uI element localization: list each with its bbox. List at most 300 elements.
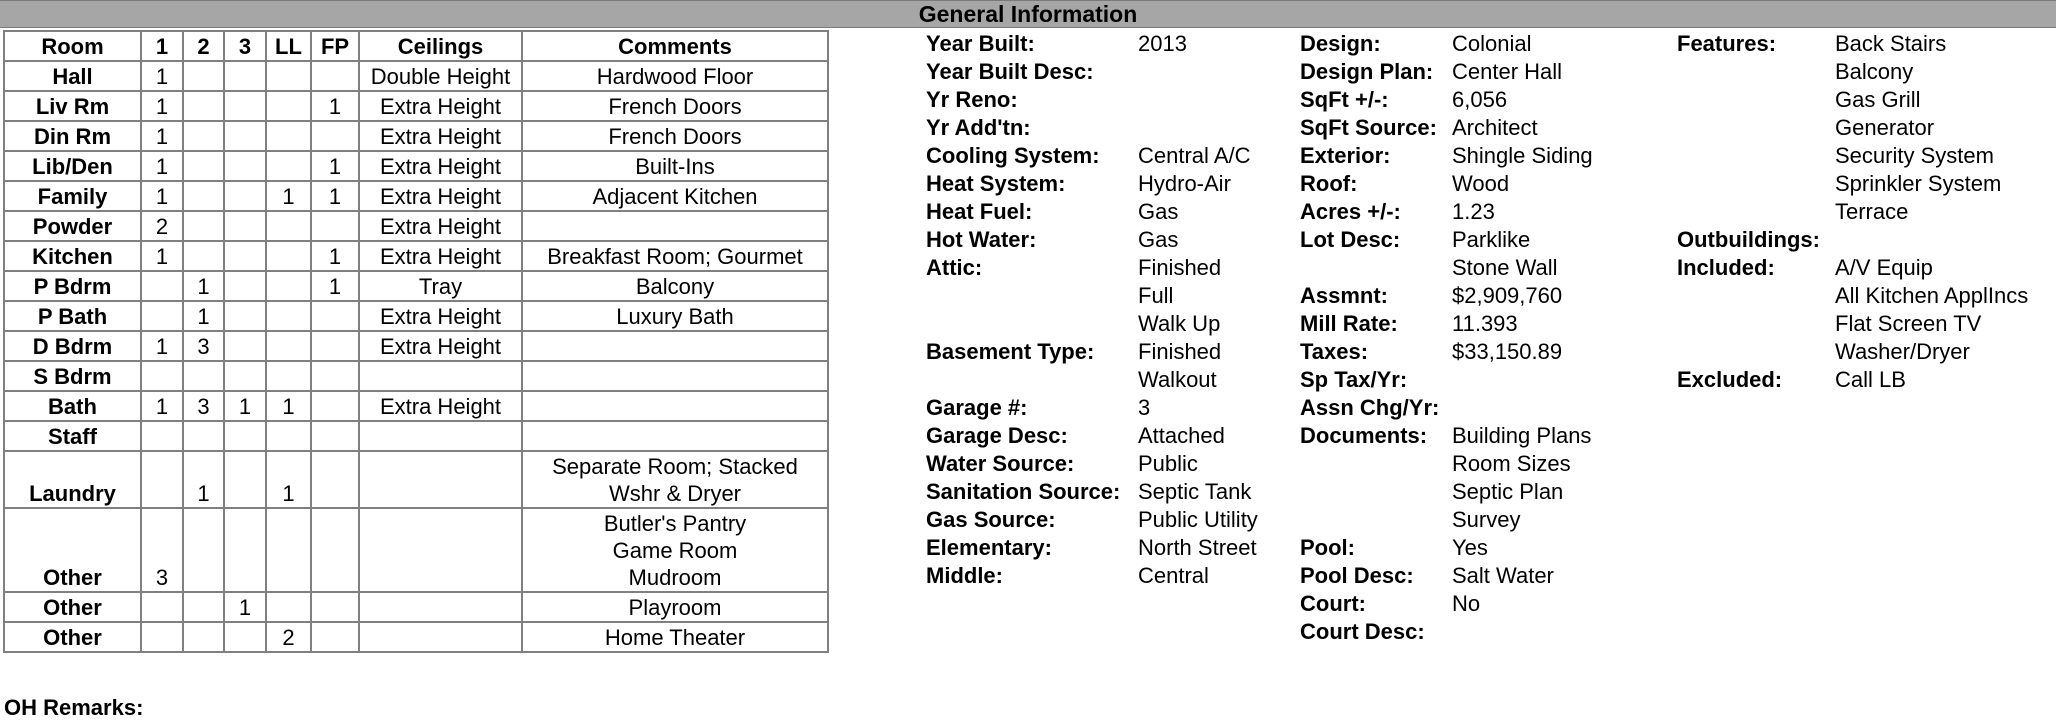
lower-level-cell: 1 <box>266 181 311 211</box>
comments-cell <box>522 271 828 301</box>
comment-line: Built-Ins <box>635 154 715 179</box>
info-field <box>1677 254 2028 366</box>
field-value <box>1452 170 1509 198</box>
field-label: Hot Water: <box>926 227 1037 252</box>
room-cell: Other <box>4 508 141 592</box>
comments-cell <box>522 451 828 508</box>
info-field <box>926 30 1258 58</box>
table-row <box>4 421 828 451</box>
field-label: Court Desc: <box>1300 619 1425 644</box>
room-cell: Liv Rm <box>4 91 141 121</box>
comments-cell <box>522 61 828 91</box>
table-row <box>4 181 828 211</box>
field-value <box>1452 30 1532 58</box>
fireplace-cell <box>311 391 359 421</box>
info-field <box>1300 562 1593 590</box>
level-2-cell <box>183 241 224 271</box>
field-value-line: North Street <box>1138 535 1257 560</box>
ceilings-cell <box>359 421 522 451</box>
fireplace-cell <box>311 361 359 391</box>
field-value <box>1138 30 1187 58</box>
room-cell: Other <box>4 622 141 652</box>
level-3-cell <box>224 331 266 361</box>
info-field <box>1300 422 1593 534</box>
room-cell: Hall <box>4 61 141 91</box>
level-3-cell <box>224 151 266 181</box>
field-value-line: Gas Grill <box>1835 87 1921 112</box>
field-value-line: Public <box>1138 451 1198 476</box>
field-value-line: Balcony <box>1835 59 1914 84</box>
info-field <box>926 114 1258 142</box>
info-field <box>926 58 1258 86</box>
lower-level-cell <box>266 508 311 592</box>
level-2-cell <box>183 181 224 211</box>
room-cell: Lib/Den <box>4 151 141 181</box>
field-value-line: Colonial <box>1452 31 1532 56</box>
field-label: Middle: <box>926 563 1003 588</box>
field-label: Lot Desc: <box>1300 227 1401 252</box>
field-value-line: All Kitchen ApplIncs <box>1835 283 2029 308</box>
info-field <box>1300 86 1593 114</box>
level-2-cell <box>183 61 224 91</box>
level-3-cell <box>224 211 266 241</box>
fireplace-cell: 1 <box>311 181 359 211</box>
field-value <box>1138 478 1251 506</box>
info-field <box>926 394 1258 422</box>
lower-level-cell <box>266 361 311 391</box>
header-level-2: 2 <box>183 31 224 61</box>
table-row <box>4 151 828 181</box>
info-field <box>926 450 1258 478</box>
field-value <box>1138 226 1178 254</box>
field-label: Attic: <box>926 255 983 280</box>
table-row <box>4 271 828 301</box>
room-cell: Laundry <box>4 451 141 508</box>
field-value <box>1138 338 1221 394</box>
field-value <box>1452 338 1562 366</box>
level-2-cell <box>183 421 224 451</box>
field-value-line: 1.23 <box>1452 199 1495 224</box>
field-value-line: $33,150.89 <box>1452 339 1563 364</box>
table-row <box>4 508 828 592</box>
field-value <box>1452 198 1495 226</box>
level-3-cell <box>224 91 266 121</box>
info-field <box>1300 366 1593 394</box>
fireplace-cell <box>311 121 359 151</box>
info-field <box>1300 114 1593 142</box>
table-row <box>4 622 828 652</box>
comment-line: Mudroom <box>628 565 722 590</box>
info-field <box>926 562 1258 590</box>
field-value <box>1835 366 1906 394</box>
field-label: Taxes: <box>1300 339 1369 364</box>
ceilings-cell <box>359 451 522 508</box>
ceilings-cell: Extra Height <box>359 301 522 331</box>
lower-level-cell <box>266 331 311 361</box>
comments-cell <box>522 241 828 271</box>
level-1-cell <box>141 361 183 391</box>
info-field <box>926 170 1258 198</box>
ceilings-cell: Extra Height <box>359 151 522 181</box>
ceilings-cell: Extra Height <box>359 211 522 241</box>
section-header <box>0 0 2056 28</box>
field-label: Garage Desc: <box>926 423 1068 448</box>
level-2-cell <box>183 508 224 592</box>
ceilings-cell <box>359 592 522 622</box>
ceilings-cell: Extra Height <box>359 391 522 421</box>
field-value-line: Room Sizes <box>1452 451 1571 476</box>
fireplace-cell: 1 <box>311 271 359 301</box>
field-value-line: Septic Tank <box>1138 479 1252 504</box>
level-2-cell <box>183 91 224 121</box>
info-field <box>1300 170 1593 198</box>
field-value <box>1835 254 2028 366</box>
header-comments: Comments <box>522 31 828 61</box>
level-2-cell <box>183 592 224 622</box>
field-value-line: Walkout <box>1138 367 1217 392</box>
level-3-cell: 1 <box>224 592 266 622</box>
field-value-line: Full <box>1138 283 1174 308</box>
level-2-cell: 1 <box>183 451 224 508</box>
table-header-row <box>4 31 828 61</box>
section-title: General Information <box>918 1 1138 27</box>
field-label: Assmnt: <box>1300 283 1389 308</box>
info-field <box>1300 618 1593 646</box>
level-3-cell <box>224 301 266 331</box>
fireplace-cell: 1 <box>311 151 359 181</box>
field-label: Gas Source: <box>926 507 1056 532</box>
level-2-cell <box>183 121 224 151</box>
lower-level-cell <box>266 421 311 451</box>
info-field <box>926 226 1258 254</box>
table-row <box>4 361 828 391</box>
level-1-cell: 1 <box>141 241 183 271</box>
field-value <box>1835 30 2001 226</box>
field-label: Year Built Desc: <box>926 59 1094 84</box>
comments-cell <box>522 508 828 592</box>
field-label: Water Source: <box>926 451 1075 476</box>
fireplace-cell <box>311 211 359 241</box>
info-field <box>1300 394 1593 422</box>
field-value <box>1452 282 1562 310</box>
field-value-line: Wood <box>1452 171 1510 196</box>
field-value-line: Terrace <box>1835 199 1909 224</box>
comment-line: Game Room <box>612 538 738 563</box>
info-column-1 <box>926 30 1258 590</box>
field-label: Assn Chg/Yr: <box>1300 395 1440 420</box>
field-label: Yr Add'tn: <box>926 115 1031 140</box>
level-1-cell <box>141 421 183 451</box>
info-field <box>1300 338 1593 366</box>
header-ceilings: Ceilings <box>359 31 522 61</box>
field-value-line: Gas <box>1138 227 1179 252</box>
level-2-cell <box>183 151 224 181</box>
header-level-3: 3 <box>224 31 266 61</box>
field-value <box>1452 142 1593 170</box>
level-2-cell: 1 <box>183 271 224 301</box>
comment-line: French Doors <box>608 124 742 149</box>
field-value-line: Salt Water <box>1452 563 1554 588</box>
ceilings-cell: Extra Height <box>359 91 522 121</box>
level-3-cell <box>224 241 266 271</box>
field-value-line: 2013 <box>1138 31 1187 56</box>
lower-level-cell: 2 <box>266 622 311 652</box>
field-value <box>1138 422 1225 450</box>
room-cell: Bath <box>4 391 141 421</box>
field-value-line: Washer/Dryer <box>1835 339 1970 364</box>
field-value <box>1138 254 1221 338</box>
header-fireplace: FP <box>311 31 359 61</box>
level-1-cell <box>141 622 183 652</box>
comment-line: Butler's Pantry <box>603 511 747 536</box>
comment-line: Home Theater <box>604 625 746 650</box>
field-value-line: A/V Equip <box>1835 255 1933 280</box>
field-label: Acres +/-: <box>1300 199 1401 224</box>
rooms-table <box>3 30 829 653</box>
comment-line: Luxury Bath <box>616 304 734 329</box>
comment-line: Breakfast Room; Gourmet <box>547 244 803 269</box>
field-label: Garage #: <box>926 395 1028 420</box>
field-value <box>1138 506 1258 534</box>
comment-line: Playroom <box>628 595 722 620</box>
ceilings-cell <box>359 361 522 391</box>
field-label: Features: <box>1677 31 1777 56</box>
level-2-cell: 3 <box>183 391 224 421</box>
level-1-cell: 1 <box>141 151 183 181</box>
field-value <box>1452 534 1488 562</box>
field-value <box>1138 198 1178 226</box>
level-3-cell <box>224 421 266 451</box>
comments-cell <box>522 421 828 451</box>
ceilings-cell: Tray <box>359 271 522 301</box>
comment-line: Hardwood Floor <box>596 64 754 89</box>
lower-level-cell <box>266 301 311 331</box>
level-3-cell <box>224 121 266 151</box>
fireplace-cell <box>311 592 359 622</box>
field-value-line: Finished <box>1138 339 1222 364</box>
field-value <box>1452 114 1538 142</box>
table-row <box>4 121 828 151</box>
info-field <box>1300 30 1593 58</box>
level-3-cell <box>224 622 266 652</box>
room-cell: Family <box>4 181 141 211</box>
lower-level-cell <box>266 271 311 301</box>
comment-line: French Doors <box>608 94 742 119</box>
fireplace-cell <box>311 61 359 91</box>
fireplace-cell <box>311 508 359 592</box>
field-label: Sanitation Source: <box>926 479 1121 504</box>
info-field <box>1300 310 1593 338</box>
table-row <box>4 61 828 91</box>
field-label: Roof: <box>1300 171 1358 196</box>
level-1-cell <box>141 592 183 622</box>
level-3-cell: 1 <box>224 391 266 421</box>
comments-cell <box>522 391 828 421</box>
ceilings-cell: Extra Height <box>359 121 522 151</box>
comments-cell <box>522 181 828 211</box>
field-value-line: Back Stairs <box>1835 31 1947 56</box>
field-label: Basement Type: <box>926 339 1095 364</box>
level-2-cell: 3 <box>183 331 224 361</box>
level-1-cell: 3 <box>141 508 183 592</box>
comment-line: Balcony <box>635 274 715 299</box>
level-2-cell: 1 <box>183 301 224 331</box>
comments-cell <box>522 211 828 241</box>
level-1-cell: 1 <box>141 121 183 151</box>
field-value-line: 6,056 <box>1452 87 1508 112</box>
comments-cell <box>522 121 828 151</box>
level-3-cell <box>224 361 266 391</box>
field-label: Included: <box>1677 255 1775 280</box>
level-1-cell: 1 <box>141 331 183 361</box>
header-room: Room <box>4 31 141 61</box>
level-3-cell <box>224 61 266 91</box>
level-3-cell <box>224 271 266 301</box>
level-3-cell <box>224 181 266 211</box>
info-field <box>926 478 1258 506</box>
field-value <box>1452 58 1562 86</box>
room-cell: Din Rm <box>4 121 141 151</box>
info-field <box>926 254 1258 338</box>
level-2-cell <box>183 211 224 241</box>
fireplace-cell <box>311 622 359 652</box>
fireplace-cell: 1 <box>311 91 359 121</box>
field-value-line: 3 <box>1138 395 1151 420</box>
field-value <box>1452 422 1591 534</box>
level-1-cell <box>141 451 183 508</box>
table-row <box>4 451 828 508</box>
field-label: Heat System: <box>926 171 1066 196</box>
room-cell: Powder <box>4 211 141 241</box>
field-value-line: Flat Screen TV <box>1835 311 1982 336</box>
lower-level-cell <box>266 121 311 151</box>
field-value-line: Center Hall <box>1452 59 1563 84</box>
field-value-line: Architect <box>1452 115 1538 140</box>
field-label: Elementary: <box>926 535 1052 560</box>
lower-level-cell: 1 <box>266 451 311 508</box>
field-value-line: Sprinkler System <box>1835 171 2002 196</box>
field-value-line: Public Utility <box>1138 507 1258 532</box>
comments-cell <box>522 151 828 181</box>
comments-cell <box>522 331 828 361</box>
comments-cell <box>522 91 828 121</box>
table-row <box>4 592 828 622</box>
table-row <box>4 331 828 361</box>
field-value-line: Survey <box>1452 507 1521 532</box>
info-field <box>1677 30 2028 226</box>
field-value-line: 11.393 <box>1452 311 1518 336</box>
info-field <box>926 534 1258 562</box>
info-field <box>1677 226 2028 254</box>
field-value-line: Call LB <box>1835 367 1906 392</box>
room-cell: D Bdrm <box>4 331 141 361</box>
lower-level-cell <box>266 61 311 91</box>
level-1-cell: 1 <box>141 91 183 121</box>
info-column-3 <box>1677 30 2028 394</box>
info-field <box>926 198 1258 226</box>
field-value-line: Building Plans <box>1452 423 1592 448</box>
field-value-line: Central A/C <box>1138 143 1251 168</box>
field-value <box>1138 142 1251 170</box>
lower-level-cell: 1 <box>266 391 311 421</box>
field-value-line: No <box>1452 591 1481 616</box>
table-row <box>4 301 828 331</box>
field-label: Yr Reno: <box>926 87 1018 112</box>
field-value-line: Attached <box>1138 423 1225 448</box>
field-value <box>1138 562 1209 590</box>
info-field <box>1300 282 1593 310</box>
field-value-line: Gas <box>1138 199 1179 224</box>
room-cell: P Bdrm <box>4 271 141 301</box>
fireplace-cell <box>311 301 359 331</box>
field-value-line: Central <box>1138 563 1209 588</box>
field-value <box>1452 86 1507 114</box>
field-label: Mill Rate: <box>1300 311 1398 336</box>
level-1-cell: 2 <box>141 211 183 241</box>
oh-remarks-label: OH Remarks: <box>4 695 144 720</box>
info-field <box>1677 366 2028 394</box>
field-value <box>1138 170 1231 198</box>
lower-level-cell <box>266 91 311 121</box>
level-1-cell <box>141 271 183 301</box>
table-row <box>4 391 828 421</box>
field-label: Documents: <box>1300 423 1428 448</box>
ceilings-cell: Double Height <box>359 61 522 91</box>
info-field <box>1300 590 1593 618</box>
comments-cell <box>522 622 828 652</box>
field-value <box>1452 590 1480 618</box>
comments-cell <box>522 301 828 331</box>
ceilings-cell: Extra Height <box>359 241 522 271</box>
info-field <box>1300 198 1593 226</box>
ceilings-cell: Extra Height <box>359 181 522 211</box>
info-field <box>1300 58 1593 86</box>
info-field <box>926 338 1258 394</box>
lower-level-cell <box>266 241 311 271</box>
field-value-line: Parklike <box>1452 227 1531 252</box>
level-1-cell: 1 <box>141 391 183 421</box>
info-column-2 <box>1300 30 1593 646</box>
comment-line: Adjacent Kitchen <box>592 184 758 209</box>
fireplace-cell <box>311 451 359 508</box>
info-field <box>1300 142 1593 170</box>
level-1-cell: 1 <box>141 181 183 211</box>
level-3-cell <box>224 451 266 508</box>
comments-cell <box>522 361 828 391</box>
field-label: Excluded: <box>1677 367 1783 392</box>
field-label: Pool: <box>1300 535 1355 560</box>
table-row <box>4 211 828 241</box>
room-cell: Staff <box>4 421 141 451</box>
info-field <box>926 422 1258 450</box>
field-value-line: Walk Up <box>1138 311 1221 336</box>
room-cell: Kitchen <box>4 241 141 271</box>
field-value <box>1452 562 1554 590</box>
level-1-cell <box>141 301 183 331</box>
room-cell: Other <box>4 592 141 622</box>
field-label: Cooling System: <box>926 143 1100 168</box>
field-value-line: Septic Plan <box>1452 479 1564 504</box>
field-label: Sp Tax/Yr: <box>1300 367 1408 392</box>
comment-line: Wshr & Dryer <box>609 481 741 506</box>
ceilings-cell: Extra Height <box>359 331 522 361</box>
field-value-line: Stone Wall <box>1452 255 1558 280</box>
field-value-line: $2,909,760 <box>1452 283 1563 308</box>
field-label: SqFt Source: <box>1300 115 1437 140</box>
info-field <box>926 506 1258 534</box>
fireplace-cell <box>311 331 359 361</box>
ceilings-cell <box>359 622 522 652</box>
